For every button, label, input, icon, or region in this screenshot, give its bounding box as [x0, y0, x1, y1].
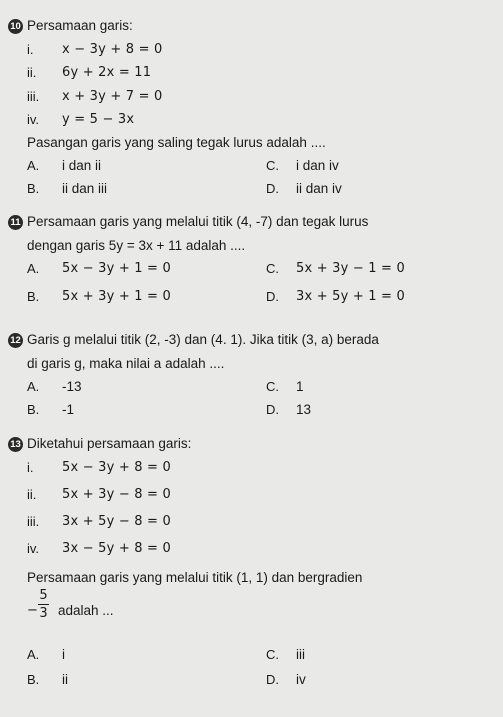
q13-option-c-letter: C. [266, 647, 279, 662]
q13-option-c[interactable]: iii [296, 647, 305, 662]
q13-item-iv-label: iv. [27, 541, 40, 556]
q12-option-a-letter: A. [27, 379, 40, 394]
q12-option-c[interactable]: 1 [296, 379, 304, 394]
q13-option-d-letter: D. [266, 672, 279, 687]
q10-item-iv-equation: y = 5 − 3x [62, 112, 135, 127]
q13-item-ii-equation: 5x + 3y − 8 = 0 [62, 487, 171, 502]
q11-option-b-letter: B. [27, 289, 40, 304]
question-10-prompt: Pasangan garis yang saling tegak lurus adalah .... [27, 135, 326, 150]
q13-option-b[interactable]: ii [62, 672, 68, 687]
q10-option-c-letter: C. [266, 158, 279, 173]
question-10-stem: Persamaan garis: [27, 18, 133, 33]
q13-option-d[interactable]: iv [296, 672, 306, 687]
q10-item-iii-equation: x + 3y + 7 = 0 [62, 89, 163, 104]
q11-option-b[interactable]: 5x + 3y + 1 = 0 [62, 289, 171, 304]
question-13-stem: Diketahui persamaan garis: [27, 436, 192, 451]
q10-item-iii-label: iii. [27, 89, 40, 104]
q13-gradient-sign: − [27, 603, 39, 618]
q13-item-ii-label: ii. [27, 487, 37, 502]
q12-option-d[interactable]: 13 [296, 402, 312, 417]
q10-option-b[interactable]: ii dan iii [62, 181, 108, 196]
q12-option-d-letter: D. [266, 402, 279, 417]
q10-option-c[interactable]: i dan iv [296, 158, 339, 173]
q10-option-a-letter: A. [27, 158, 40, 173]
q13-gradient-denominator: 3 [39, 606, 48, 621]
q13-option-a-letter: A. [27, 647, 40, 662]
q10-option-a[interactable]: i dan ii [62, 158, 102, 173]
q13-item-iii-label: iii. [27, 514, 40, 529]
question-number-13: 13 [8, 437, 23, 452]
q10-option-d-letter: D. [266, 181, 279, 196]
question-number-10: 10 [8, 19, 23, 34]
q11-option-c[interactable]: 5x + 3y − 1 = 0 [296, 261, 405, 276]
q11-option-a[interactable]: 5x − 3y + 1 = 0 [62, 261, 171, 276]
q11-option-a-letter: A. [27, 261, 40, 276]
q10-item-ii-label: ii. [27, 65, 37, 80]
q12-option-b-letter: B. [27, 402, 40, 417]
question-number-12: 12 [8, 333, 23, 348]
q10-item-i-label: i. [27, 42, 34, 57]
q13-gradient-fraction [38, 588, 49, 621]
q12-option-b[interactable]: -1 [62, 402, 75, 417]
q11-option-d[interactable]: 3x + 5y + 1 = 0 [296, 289, 405, 304]
question-12-stem-line2: di garis g, maka nilai a adalah .... [27, 356, 225, 371]
q13-item-i-label: i. [27, 460, 34, 475]
q13-item-iv-equation: 3x − 5y + 8 = 0 [62, 541, 171, 556]
fraction-bar [38, 604, 49, 605]
q11-option-d-letter: D. [266, 289, 279, 304]
q10-option-b-letter: B. [27, 181, 40, 196]
q11-option-c-letter: C. [266, 261, 279, 276]
q12-option-c-letter: C. [266, 379, 279, 394]
q10-item-ii-equation: 6y + 2x = 11 [62, 65, 152, 80]
q12-option-a[interactable]: -13 [62, 379, 82, 394]
q13-option-b-letter: B. [27, 672, 40, 687]
q13-gradient-suffix: adalah ... [58, 603, 114, 618]
q13-option-a[interactable]: i [62, 647, 65, 662]
question-number-11: 11 [8, 215, 23, 230]
question-13-prompt: Persamaan garis yang melalui titik (1, 1) dan bergradien [27, 570, 363, 585]
question-11-stem-line1: Persamaan garis yang melalui titik (4, -7) dan tegak lurus [27, 214, 369, 229]
q10-item-i-equation: x − 3y + 8 = 0 [62, 42, 163, 57]
q13-item-i-equation: 5x − 3y + 8 = 0 [62, 460, 171, 475]
q10-item-iv-label: iv. [27, 112, 40, 127]
q10-option-d[interactable]: ii dan iv [296, 181, 342, 196]
question-12-stem-line1: Garis g melalui titik (2, -3) dan (4. 1). Jika titik (3, a) berada [27, 332, 379, 347]
q13-item-iii-equation: 3x + 5y − 8 = 0 [62, 514, 171, 529]
question-11-stem-line2: dengan garis 5y = 3x + 11 adalah .... [27, 238, 246, 253]
q13-gradient-numerator: 5 [39, 588, 48, 603]
